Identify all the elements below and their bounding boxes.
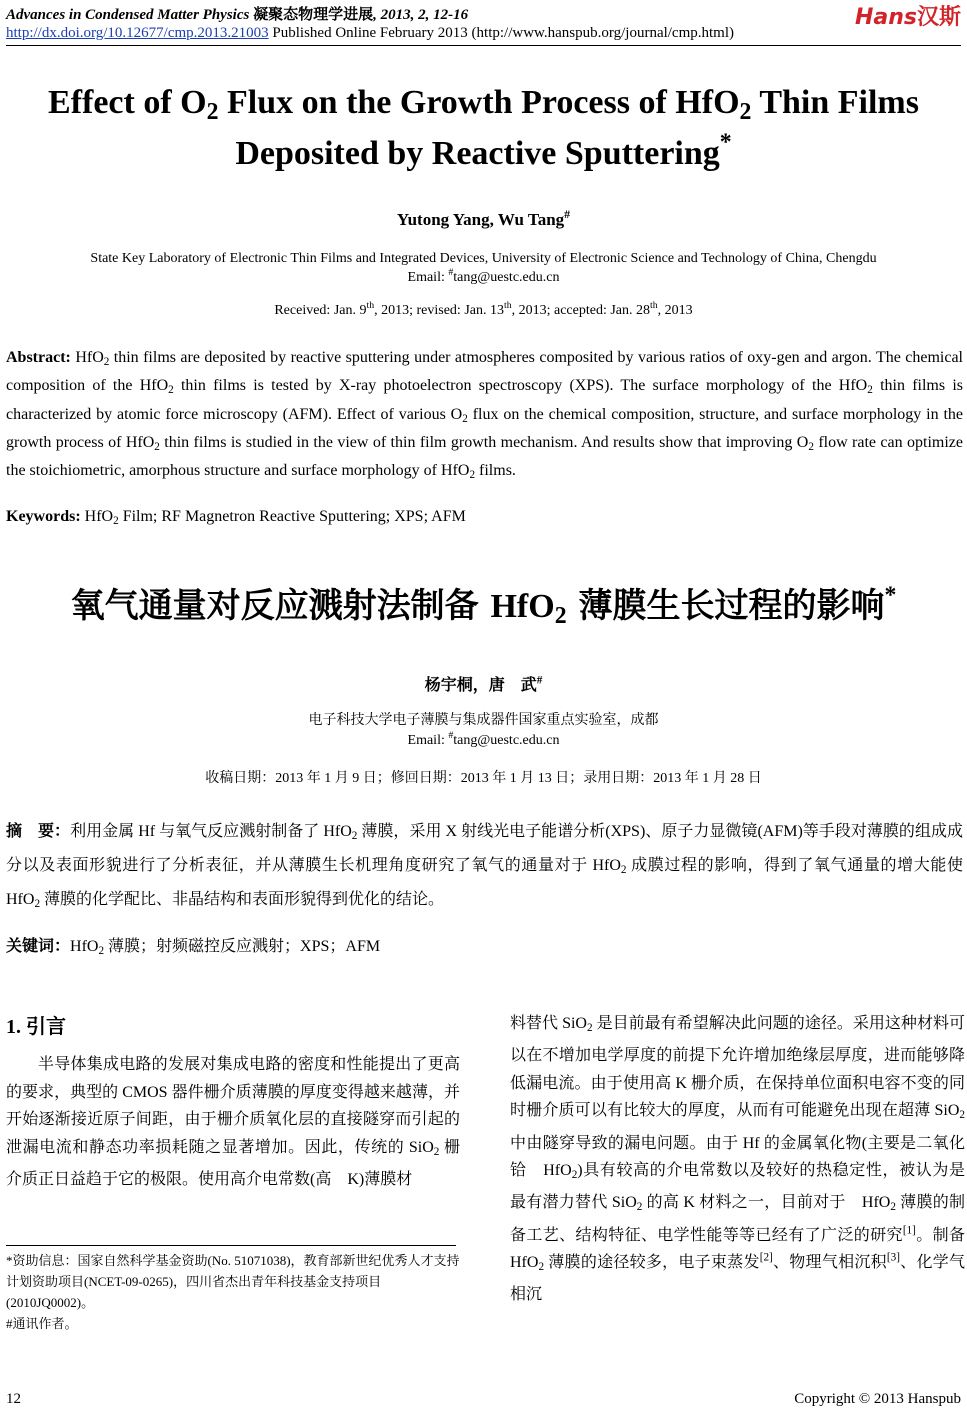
- header-divider: [6, 45, 961, 46]
- logo-text-en: Hans: [854, 5, 917, 30]
- body-column-left: [6, 1010, 460, 1193]
- received-dates-cn: 收稿日期：2013 年 1 月 9 日；修回日期：2013 年 1 月 13 日；录用日期：2013 年 1 月 28 日: [205, 771, 762, 786]
- journal-issue: , 2013, 2, 12-16: [373, 7, 469, 23]
- doi-line: [6, 25, 734, 42]
- abstract-en: Abstract: HfO$_2$ thin films are deposited by reactive sputtering under atmospheres composited by various ratios of oxy-gen and argon. The chemical composition of the HfO$_2$ thin films is tested by X-ray photoelectron spectroscopy (XPS). The surface morphology of the HfO$_2$ thin films is characterized by atomic force microscopy (AFM). Effect of various $O_2$ flux on the chemical composition, structure, and surface morphology in the growth process of HfO$_2$ thin films is studied in the view of thin film growth mechanism. And results show that improving $O_2$ flow rate can optimize the stoichiometric, amorphous structure and surface morphology of HfO$_2$ films.: [6, 349, 964, 481]
- abstract-label: Abstract:: [6, 349, 71, 366]
- copyright-notice: Copyright © 2013 Hanspub: [794, 1391, 961, 1407]
- email-line: Email: #tang@uestc.edu.cn: [407, 267, 560, 285]
- doi-link[interactable]: http://dx.doi.org/10.12677/cmp.2013.21003: [6, 25, 269, 41]
- paper-affiliation: State Key Laboratory of Electronic Thin Films and Integrated Devices, University of Electronic Science and Technology of China, Chengdu Email: #tang@uestc.edu.cn: [0, 249, 967, 287]
- keywords-label-cn: 关键词：: [6, 936, 71, 955]
- body-column-right: [510, 1010, 965, 1309]
- paper-title: Effect of $O_2$ Flux on the Growth Process of HfO$_2$ Thin Films Deposited by Reactive Sputtering*: [48, 84, 919, 172]
- paper-affiliation-cn: 电子科技大学电子薄膜与集成器件国家重点实验室，成都 Email: #tang@uestc.edu.cn: [0, 711, 967, 751]
- logo-text-cn: 汉斯: [916, 5, 961, 30]
- intro-paragraph-right: 料替代 SiO$_2$ 是目前最有希望解决此问题的途径。采用这种材料可以在不增加电学厚度的前提下允许增加绝缘层厚度，进而能够降低漏电流。由于使用高 K 栅介质，在保持单位面积电容不变的同时栅介质可以有比较大的厚度，从而有可能避免出现在超薄 SiO$_2$ 中由隧穿导致的漏电问题。由于 Hf 的金属氧化物(主要是二氧化铪 HfO$_2$)具有较高的介电常数以及较好的热稳定性，被认为是最有潜力替代 SiO$_2$ 的高 K 材料之一，目前对于 HfO$_2$ 薄膜的制备工艺、结构特征、电学性能等等已经有了广泛的研究[1]。制备 HfO$_2$ 薄膜的途径较多，电子束蒸发[2]、物理气相沉积[3]、化学气相沉: [510, 1015, 965, 1304]
- keywords-label: Keywords:: [6, 508, 81, 525]
- citation-ref[interactable]: [2]: [759, 1251, 773, 1264]
- intro-paragraph-left: 半导体集成电路的发展对集成电路的密度和性能提出了更高的要求，典型的 CMOS 器件栅介质薄膜的厚度变得越来越薄，并开始逐渐接近原子间距，由于栅介质氧化层的直接隧穿而引起的泄漏电流和静态功率损耗随之显著增加。因此，传统的 SiO$_2$ 栅介质正日益趋于它的极限。使用高介电常数(高 K)薄膜材: [6, 1056, 460, 1188]
- hans-logo: [855, 0, 961, 31]
- received-dates: Received: Jan. 9th, 2013; revised: Jan. 13th, 2013; accepted: Jan. 28th, 2013: [274, 300, 693, 318]
- paper-authors-cn: 杨宇桐，唐 武#: [424, 674, 543, 694]
- footnote-divider: [6, 1245, 456, 1246]
- page-number: 12: [6, 1391, 21, 1407]
- journal-name-cn: 凝聚态物理学进展: [253, 7, 374, 23]
- footnotes: [6, 1250, 460, 1334]
- abstract-cn: 摘 要：利用金属 Hf 与氧气反应溅射制备了 HfO$_2$ 薄膜，采用 X 射线光电子能谱分析(XPS)、原子力显微镜(AFM)等手段对薄膜的组成成分以及表面形貌进行了分析表征，并从薄膜生长机理角度研究了氧气的通量对于 HfO$_2$ 成膜过程的影响，得到了氧气通量的增大能使 HfO$_2$ 薄膜的化学配比、非晶结构和表面形貌得到优化的结论。: [6, 821, 963, 910]
- email-line-cn: Email: #tang@uestc.edu.cn: [407, 730, 560, 748]
- citation-ref[interactable]: [3]: [886, 1251, 900, 1264]
- footnote-funding: *资助信息：国家自然科学基金资助(No. 51071038)，教育部新世纪优秀人才支持计划资助项目(NCET-09-0265)，四川省杰出青年科技基金支持项目(2010JQ0002)。: [6, 1253, 460, 1310]
- author-email[interactable]: tang@uestc.edu.cn: [453, 270, 560, 285]
- keywords-en: Keywords: HfO$_2$ Film; RF Magnetron Reactive Sputtering; XPS; AFM: [6, 508, 466, 527]
- paper-authors: Yutong Yang, Wu Tang#: [396, 206, 571, 229]
- footnote-corresponding: #通讯作者。: [6, 1316, 78, 1331]
- published-online: Published Online February 2013 (http://www.hanspub.org/journal/cmp.html): [272, 25, 735, 41]
- abstract-label-cn: 摘 要：: [6, 821, 71, 840]
- keywords-cn: 关键词：HfO$_2$ 薄膜；射频磁控反应溅射；XPS；AFM: [6, 936, 381, 957]
- citation-ref[interactable]: [1]: [902, 1223, 916, 1236]
- journal-header: [6, 3, 468, 24]
- section-heading: 1. 引言: [6, 1014, 66, 1038]
- journal-name-en: Advances in Condensed Matter Physics: [6, 7, 250, 23]
- author-email-cn[interactable]: tang@uestc.edu.cn: [453, 733, 560, 748]
- paper-title-cn: 氧气通量对反应溅射法制备 HfO$_2$ 薄膜生长过程的影响*: [70, 582, 897, 629]
